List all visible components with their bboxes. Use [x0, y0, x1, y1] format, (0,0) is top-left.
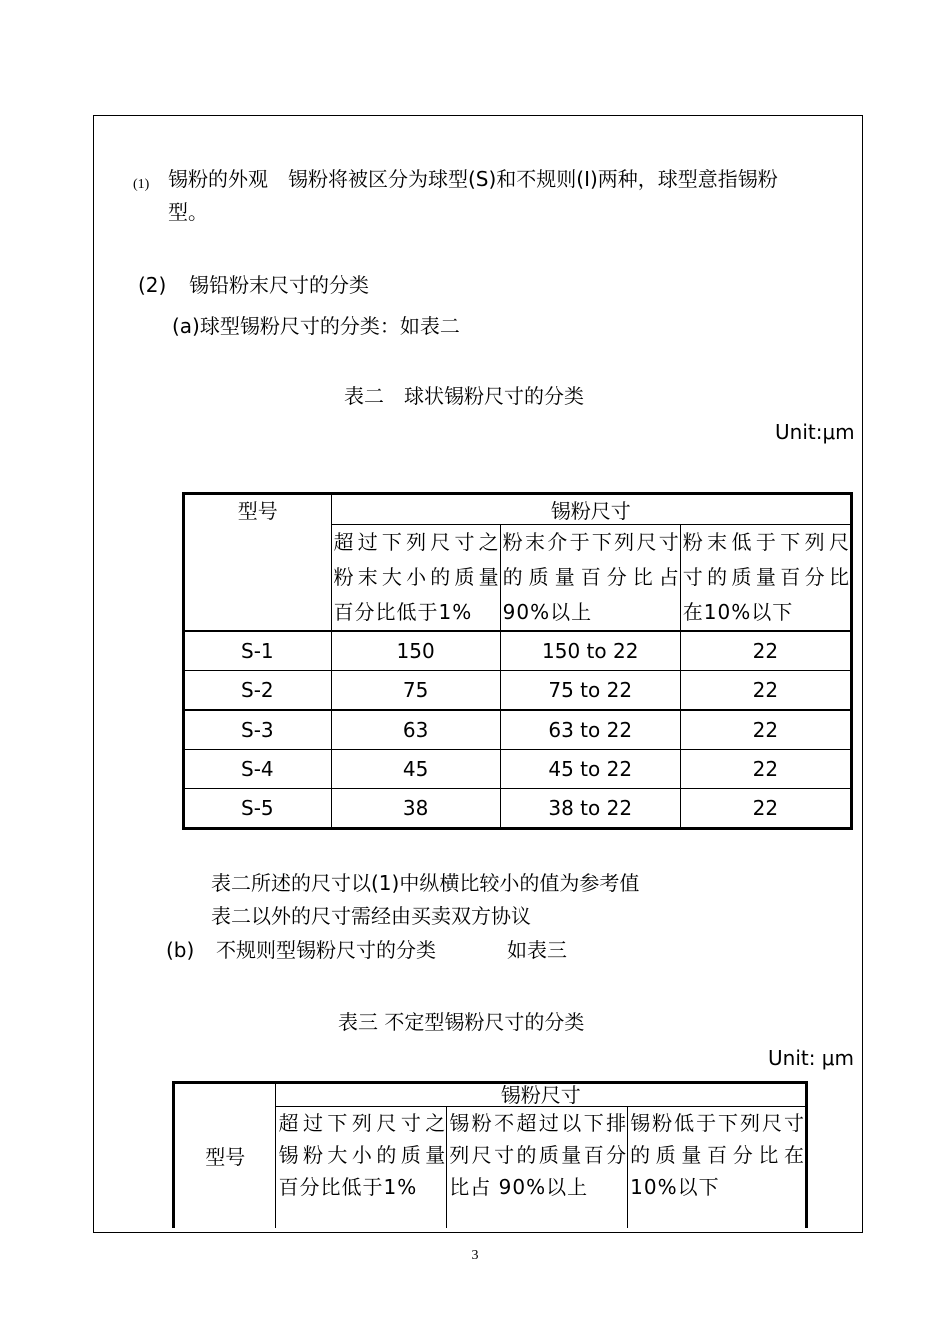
table2-value-cell: 63: [331, 710, 500, 750]
table2-range-cell: 38 to 22: [500, 789, 680, 829]
table2-value-cell: 22: [680, 631, 851, 671]
table2-value-cell: 22: [680, 710, 851, 750]
table-row: [184, 750, 852, 789]
page-number: 3: [471, 1248, 479, 1263]
section2-sub-a: (a)球型锡粉尺寸的分类：如表二: [172, 314, 460, 338]
table-row: [184, 671, 852, 711]
table2-range-cell: 75 to 22: [500, 671, 680, 711]
table2-value-cell: 45: [331, 750, 500, 789]
table2-type-cell: S-2: [184, 671, 332, 711]
table2-group-header: 锡粉尺寸: [331, 494, 851, 525]
table2-type-cell: S-3: [184, 710, 332, 750]
table2-unit: Unit:μm: [775, 420, 855, 444]
section1-line2: 型。: [168, 200, 208, 224]
table3-subheader-2: 锡粉不超过以下排列尺寸的质量百分比占 90%以上: [447, 1107, 628, 1228]
table3-subheader-3: 锡粉低于下列尺寸的质量百分比在10%以下: [628, 1107, 807, 1228]
section2-title: 锡铅粉末尺寸的分类: [189, 273, 369, 297]
note-1: 表二所述的尺寸以(1)中纵横比较小的值为参考值: [211, 871, 640, 895]
table3-unit: Unit: μm: [768, 1046, 855, 1070]
sub-b-marker: (b): [166, 938, 195, 962]
table2-range-cell: 63 to 22: [500, 710, 680, 750]
section1-marker: (1): [133, 177, 150, 192]
note-2: 表二以外的尺寸需经由买卖双方协议: [211, 904, 531, 928]
table2-type-cell: S-4: [184, 750, 332, 789]
table2-type-cell: S-5: [184, 789, 332, 829]
table2-subheader-2: 粉末介于下列尺寸的质量百分比占90%以上: [500, 525, 680, 632]
table2-subheader-3: 粉末低于下列尺寸的质量百分比在10%以下: [680, 525, 851, 632]
table-row: [184, 710, 852, 750]
table3-caption: 表三 不定型锡粉尺寸的分类: [338, 1010, 585, 1034]
table3-type-header: 型号: [174, 1083, 276, 1228]
sub-b-ref: 如表三: [507, 938, 567, 962]
table-row: [184, 789, 852, 829]
table2-caption: 表二 球状锡粉尺寸的分类: [344, 384, 584, 408]
table2-type-header: 型号: [184, 494, 332, 632]
table2-value-cell: 38: [331, 789, 500, 829]
section2-marker: (2): [138, 273, 167, 297]
section1-line1: 锡粉的外观 锡粉将被区分为球型(S)和不规则(I)两种，球型意指锡粉: [168, 167, 778, 191]
table2-value-cell: 75: [331, 671, 500, 711]
sub-b-text: 不规则型锡粉尺寸的分类: [216, 938, 436, 962]
table3-subheader-1: 超过下列尺寸之锡粉大小的质量百分比低于1%: [276, 1107, 447, 1228]
table2-type-cell: S-1: [184, 631, 332, 671]
table2-range-cell: 45 to 22: [500, 750, 680, 789]
table2-subheader-1: 超过下列尺寸之粉末大小的质量百分比低于1%: [331, 525, 500, 632]
table2: [182, 492, 853, 830]
table2-value-cell: 22: [680, 789, 851, 829]
table-row: [184, 631, 852, 671]
table3-group-header: 锡粉尺寸: [276, 1083, 807, 1107]
table3: [172, 1081, 808, 1228]
table2-value-cell: 22: [680, 671, 851, 711]
table2-value-cell: 150: [331, 631, 500, 671]
table2-range-cell: 150 to 22: [500, 631, 680, 671]
table2-value-cell: 22: [680, 750, 851, 789]
